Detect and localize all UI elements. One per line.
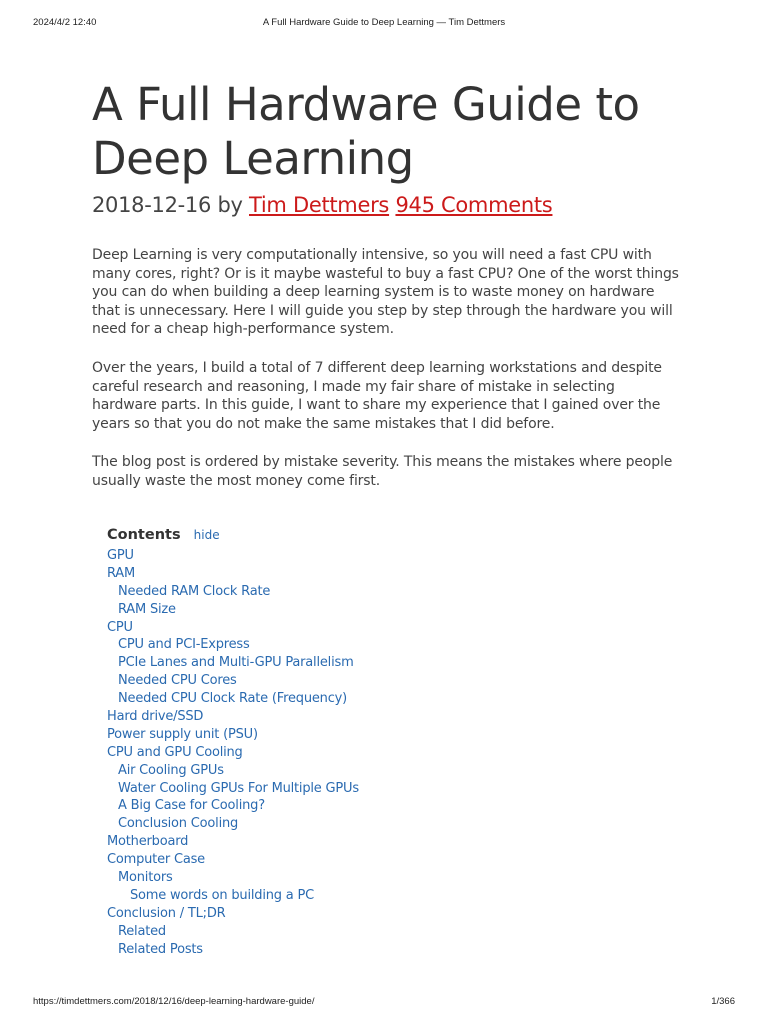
article-title: A Full Hardware Guide to Deep Learning: [92, 78, 640, 185]
intro-paragraph-1: Deep Learning is very computationally intensive, so you will need a fast CPU with many cores, right? Or is it maybe wasteful to buy a fast CPU? One of the worst things you can do when building a deep learning system is to waste money on hardware that is unnecessary. Here I will guide you step by step through the hardware you will need for a cheap high-performance system.: [92, 247, 679, 338]
toc-header: [107, 525, 507, 545]
toc-link[interactable]: RAM: [107, 565, 136, 581]
print-page-title: A Full Hardware Guide to Deep Learning — Tim Dettmers: [262, 17, 506, 28]
print-header: [0, 17, 768, 29]
toc-link[interactable]: Some words on building a PC: [130, 887, 315, 903]
toc-link[interactable]: Conclusion Cooling: [118, 816, 239, 832]
toc-link[interactable]: GPU: [107, 548, 134, 563]
article-meta: [92, 192, 682, 218]
toc-title: Contents: [107, 527, 181, 543]
article-date: 2018-12-16: [92, 193, 212, 217]
intro-paragraph-2: Over the years, I build a total of 7 different deep learning workstations and despite careful research and reasoning, I made my fair share of mistake in selecting hardware parts. In this guide, I want to share my experience that I gained over the years so that you do not make the same mistakes that I did before.: [92, 359, 662, 432]
print-url: https://timdettmers.com/2018/12/16/deep-learning-hardware-guide/: [33, 996, 315, 1007]
comments-link[interactable]: 945 Comments: [395, 193, 553, 217]
toc-link[interactable]: Needed CPU Cores: [118, 673, 237, 689]
toc-hide-toggle[interactable]: hide: [193, 528, 220, 542]
toc-link[interactable]: Conclusion / TL;DR: [107, 905, 226, 921]
print-footer: [0, 996, 768, 1008]
print-page-number: 1/366: [711, 996, 735, 1007]
toc-list: [107, 547, 507, 958]
toc-link[interactable]: Computer Case: [107, 852, 205, 868]
author-link[interactable]: Tim Dettmers: [249, 193, 390, 217]
article: [92, 78, 682, 491]
toc-link[interactable]: Hard drive/SSD: [107, 709, 204, 725]
intro-paragraph-3: The blog post is ordered by mistake severity. This means the mistakes where people usually waste the most money come first.: [92, 454, 673, 489]
toc-link[interactable]: Related Posts: [118, 941, 203, 957]
toc-link[interactable]: CPU and GPU Cooling: [107, 744, 243, 760]
toc-link[interactable]: A Big Case for Cooling?: [118, 798, 265, 814]
toc-link[interactable]: CPU and PCI-Express: [118, 637, 250, 653]
toc-link[interactable]: Needed CPU Clock Rate (Frequency): [118, 691, 348, 707]
toc-link[interactable]: PCIe Lanes and Multi-GPU Parallelism: [118, 655, 354, 671]
toc-link[interactable]: Monitors: [118, 870, 173, 886]
toc-link[interactable]: Air Cooling GPUs: [118, 762, 224, 778]
toc-link[interactable]: Related: [118, 923, 166, 939]
print-datetime: 2024/4/2 12:40: [33, 17, 97, 28]
toc-link[interactable]: Power supply unit (PSU): [107, 726, 258, 742]
toc-link[interactable]: CPU: [107, 619, 133, 635]
toc-link[interactable]: Water Cooling GPUs For Multiple GPUs: [118, 780, 359, 796]
table-of-contents: [107, 525, 507, 958]
toc-link[interactable]: Needed RAM Clock Rate: [118, 583, 271, 599]
toc-link[interactable]: Motherboard: [107, 834, 189, 850]
toc-link[interactable]: RAM Size: [118, 601, 176, 617]
article-by: by: [217, 193, 243, 217]
